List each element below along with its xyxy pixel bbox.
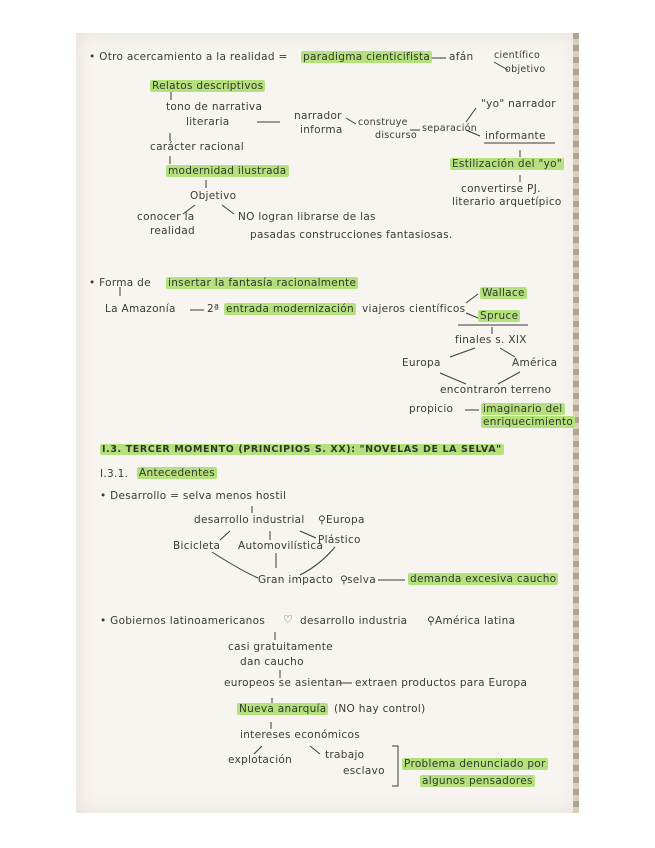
location-pin-icon: ⚲ (340, 574, 348, 586)
note-discurso: discurso (375, 130, 417, 141)
note-europeos: europeos se asientan (224, 677, 343, 689)
highlight-problema-1: Problema denunciado por (404, 758, 546, 770)
location-pin-icon: ⚲ (427, 615, 435, 627)
highlight-estilizacion: Estilización del "yo" (452, 158, 563, 170)
note-europa: Europa (402, 357, 441, 369)
note-bicicleta: Bicicleta (173, 540, 221, 552)
note-forma-de: • Forma de (89, 277, 151, 289)
note-selva: selva (347, 574, 376, 586)
note-objetivo2: Objetivo (190, 190, 237, 202)
note-amazonia: La Amazonía (105, 303, 176, 315)
note-objetivo: objetivo (505, 64, 546, 75)
location-pin-icon: ⚲ (318, 514, 326, 526)
note-explotacion: explotación (228, 754, 293, 766)
note-desarrollo-industria: desarrollo industria (300, 615, 408, 627)
note-tono: tono de narrativa (166, 101, 263, 113)
note-encontraron: encontraron terreno (440, 384, 552, 396)
note-gobiernos: • Gobiernos latinoamericanos (100, 615, 266, 627)
note-pasadas: pasadas construcciones fantasiosas. (250, 229, 453, 241)
arrow (212, 552, 258, 578)
highlight-spruce: Spruce (480, 310, 519, 322)
note-informa: informa (300, 124, 343, 136)
note-desarrollo-line: • Desarrollo = selva menos hostil (100, 490, 287, 502)
highlight-relatos: Relatos descriptivos (152, 80, 264, 92)
highlight-imaginario: imaginario del (483, 403, 563, 415)
note-viajeros: viajeros científicos (362, 303, 466, 315)
arrow (498, 372, 520, 384)
note-desarrollo-industrial: desarrollo industrial (194, 514, 305, 526)
note-dan-caucho: dan caucho (240, 656, 304, 668)
arrow (466, 313, 478, 318)
arrow (440, 373, 466, 384)
note-yo-narrador: "yo" narrador (481, 98, 556, 110)
note-finales: finales s. XIX (455, 334, 527, 346)
note-no-control: (NO hay control) (334, 703, 426, 715)
note-propicio: propicio (409, 403, 454, 415)
note-automovilistica: Automovilística (238, 540, 324, 552)
section-heading-tercer-momento: I.3. TERCER MOMENTO (PRINCIPIOS S. XX): "NOVELAS DE LA SELVA" (102, 444, 502, 455)
note-esclavo: esclavo (343, 765, 385, 777)
subheading-number: I.3.1. (100, 468, 129, 480)
note-informante: informante (485, 130, 546, 142)
note-gran-impacto: Gran impacto (258, 574, 334, 586)
bracket (392, 746, 398, 786)
highlight-modernidad: modernidad ilustrada (168, 165, 287, 177)
arrow (220, 531, 230, 540)
note-europa-3: Europa (326, 514, 365, 526)
arrow (222, 205, 234, 214)
highlight-problema-2: algunos pensadores (422, 775, 533, 787)
note-narrador: narrador (294, 110, 342, 122)
note-arquetipico: literario arquetípico (452, 196, 562, 208)
note-afan: afán (449, 51, 474, 63)
highlight-enriquecimiento: enriquecimiento (483, 416, 574, 428)
note-literaria: literaria (186, 116, 230, 128)
note-convertirse: convertirse PJ. (461, 183, 541, 195)
note-casi-gratuitamente: casi gratuitamente (228, 641, 333, 653)
highlight-insertar: insertar la fantasía racionalmente (168, 277, 357, 289)
note-segunda: 2ª (207, 303, 220, 315)
highlight-paradigma: paradigma cienticifista (303, 51, 431, 63)
note-plastico: Plástico (318, 534, 361, 546)
arrow (450, 348, 475, 357)
note-conocer: conocer la (137, 211, 195, 223)
arrow (466, 294, 478, 303)
arrow (500, 348, 515, 357)
note-realidad: realidad (150, 225, 195, 237)
arrow (254, 746, 262, 754)
note-no-logran: NO logran librarse de las (238, 211, 376, 223)
note-line-otro-acercamiento: • Otro acercamiento a la realidad = (89, 51, 288, 63)
arrow (310, 746, 320, 754)
note-extraen: extraen productos para Europa (355, 677, 528, 689)
note-america: América (512, 357, 558, 369)
highlight-demanda: demanda excesiva caucho (410, 573, 557, 585)
note-separacion: separación (422, 123, 478, 134)
note-trabajo: trabajo (325, 749, 365, 761)
note-cientifico: científico (494, 50, 541, 61)
arrow (300, 531, 316, 538)
heart-icon: ♡ (283, 613, 293, 626)
note-construye: construye (358, 117, 408, 128)
highlight-nueva-anarquia: Nueva anarquía (239, 703, 327, 715)
highlight-entrada: entrada modernización (226, 303, 354, 315)
note-america-latina: América latina (435, 615, 516, 627)
arrow (466, 108, 476, 122)
highlight-antecedentes: Antecedentes (139, 467, 216, 479)
highlight-wallace: Wallace (482, 287, 525, 299)
note-caracter: carácter racional (150, 141, 244, 153)
note-intereses: intereses económicos (240, 729, 360, 741)
arrow (346, 118, 356, 124)
